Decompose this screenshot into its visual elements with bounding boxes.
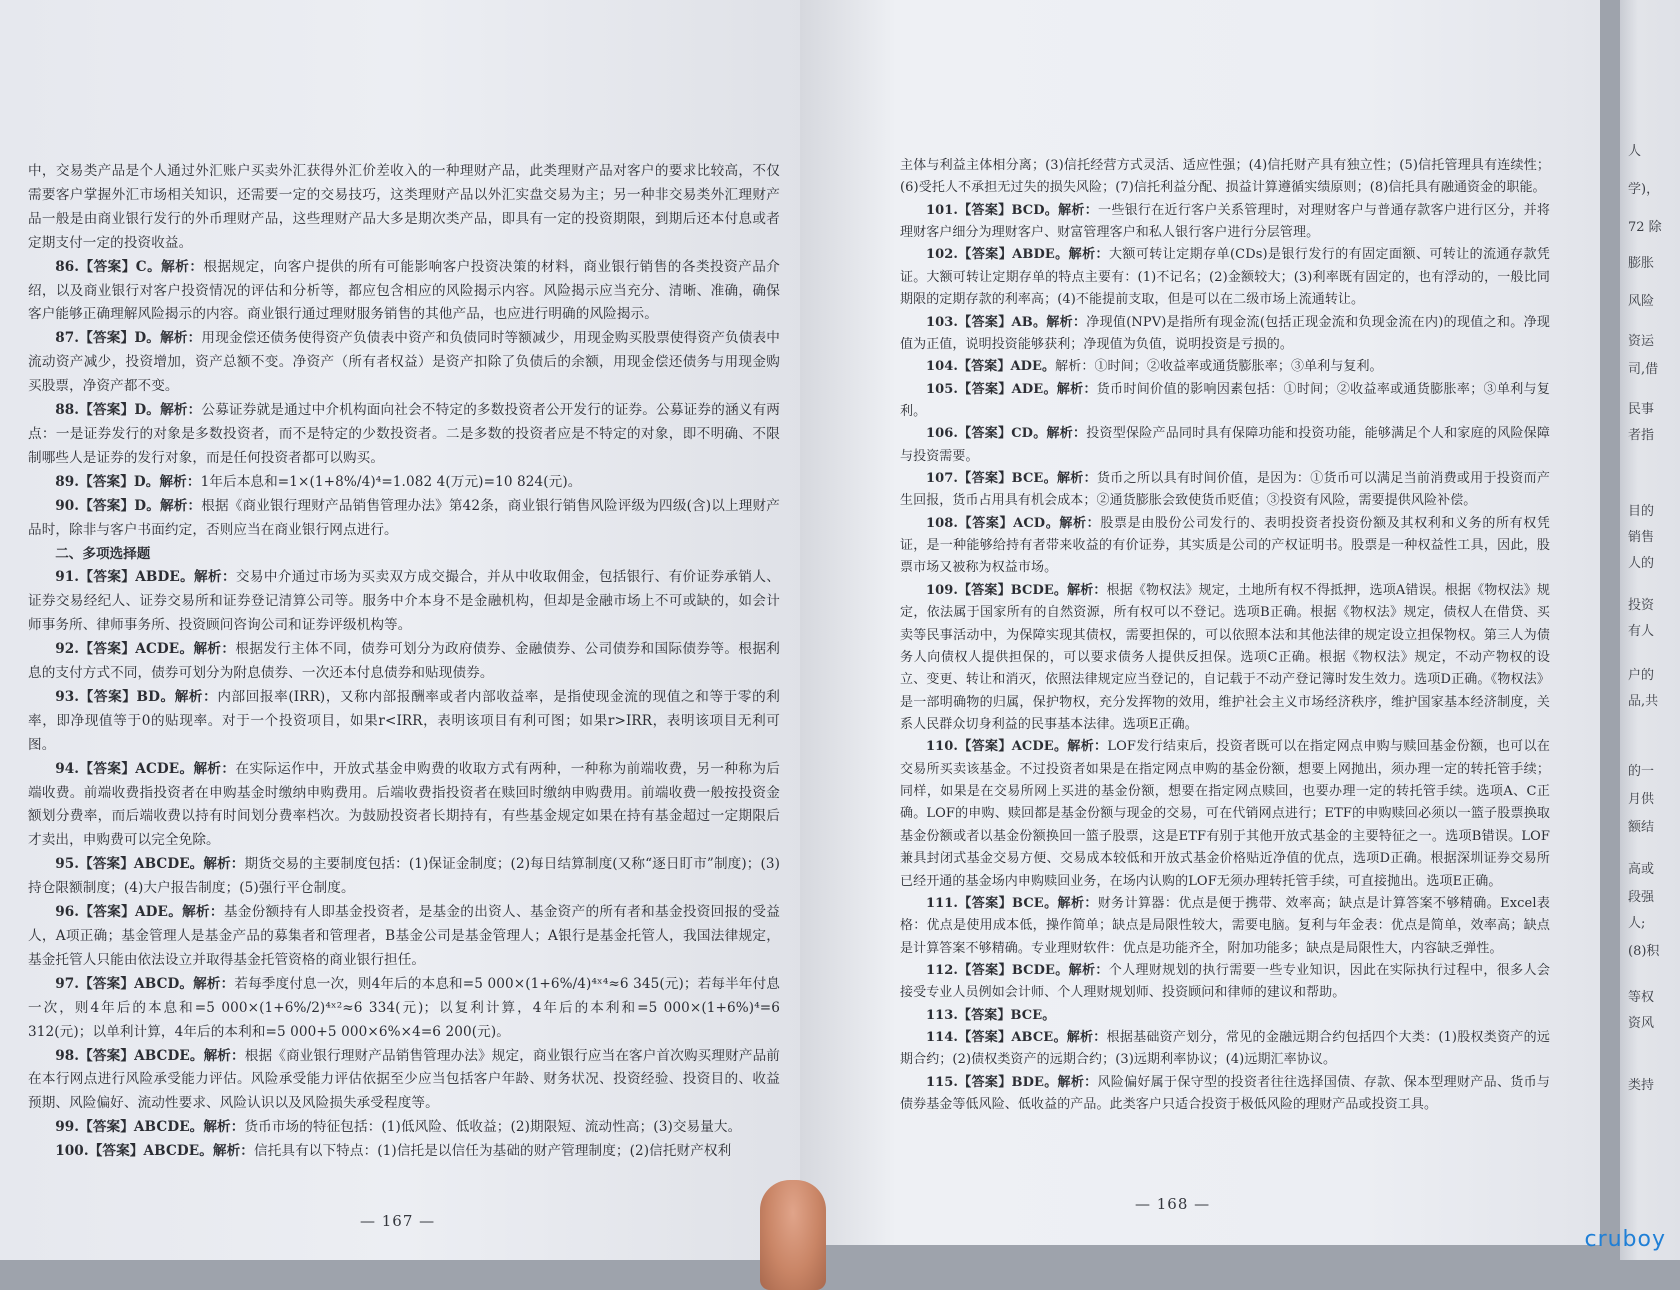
answer-label: 91.【答案】ABDE。解析： bbox=[55, 569, 236, 586]
answer-label: 111.【答案】BCE。解析： bbox=[926, 895, 1098, 911]
next-page-fragment: 资运 bbox=[1628, 334, 1655, 349]
answer-text: 中，交易类产品是个人通过外汇账户买卖外汇获得外汇价差收入的一种理财产品，此类理财产品对客户的要求比较高，不仅需要客户掌握外汇市场相关知识，还需要一定的交易技巧，这类理财产品以外汇实盘交易为主；另一种非交易类外汇理财产品一般是由商业银行发行的外币理财产品，这些理财产品大多是期次类产品，即具有一定的投资期限，到期后还本付息或者定期支付一定的投资收益。 bbox=[28, 163, 780, 251]
answer-text: 主体与利益主体相分离；(3)信托经营方式灵活、适应性强；(4)信托财产具有独立性；(5)信托管理具有连续性；(6)受托人不承担无过失的损失风险；(7)信托利益分配、损益计算遵循实绩原则；(8)信托具有融通资金的职能。 bbox=[900, 158, 1550, 196]
answer-text: 根据发行主体不同，债券可划分为政府债券、金融债券、公司债券和国际债券等。根据利息的支付方式不同，债券可划分为附息债券、一次还本付息债券和贴现债券。 bbox=[28, 641, 780, 682]
next-page-fragment: (8)积 bbox=[1628, 944, 1660, 959]
next-page-fragment: 膨胀 bbox=[1628, 256, 1655, 271]
answer-label: 103.【答案】AB。解析： bbox=[926, 314, 1087, 330]
answer-label: 94.【答案】ACDE。解析： bbox=[55, 760, 236, 777]
answer-text: 根据规定，向客户提供的所有可能影响客户投资决策的材料，商业银行销售的各类投资产品介绍，以及商业银行对客户投资情况的评估和分析等，都应包含相应的风险揭示内容。风险揭示应当充分、清晰、准确，确保客户能够正确理解风险揭示的内容。商业银行通过理财服务销售的其他产品，也应进行明确的风险揭示。 bbox=[28, 258, 780, 323]
answer-label: 99.【答案】ABCDE。解析： bbox=[55, 1119, 245, 1136]
answer-label: 108.【答案】ACD。解析： bbox=[926, 515, 1101, 531]
answer-paragraph bbox=[28, 471, 780, 495]
answer-paragraph bbox=[28, 495, 780, 543]
next-page-edge bbox=[1620, 0, 1680, 1260]
next-page-fragment: 品,共 bbox=[1628, 694, 1659, 709]
answer-text: 个人理财规划的执行需要一些专业知识，因此在实际执行过程中，很多人会接受专业人员例如会计师、个人理财规划师、投资顾问和律师的建议和帮助。 bbox=[900, 962, 1550, 1001]
answer-label: 96.【答案】ADE。解析： bbox=[55, 904, 224, 921]
answer-paragraph bbox=[28, 901, 780, 973]
answer-paragraph bbox=[28, 1116, 780, 1140]
answer-paragraph bbox=[28, 327, 780, 399]
next-page-fragment: 72 除 bbox=[1628, 220, 1662, 235]
answer-paragraph bbox=[900, 200, 1550, 245]
answer-text: 风险偏好属于保守型的投资者往往选择国债、存款、保本型理财产品、货币与债券基金等低风险、低收益的产品。此类客户只适合投资于极低风险的理财产品或投资工具。 bbox=[900, 1074, 1550, 1113]
answer-text: 一些银行在近行客户关系管理时，对理财客户与普通存款客户进行区分，并将理财客户细分为理财客户、财富管理客户和私人银行客户进行分层管理。 bbox=[900, 202, 1550, 241]
left-page-text bbox=[28, 160, 780, 1164]
answer-label: 109.【答案】BCDE。解析： bbox=[926, 582, 1107, 598]
answer-paragraph bbox=[28, 686, 780, 758]
answer-text: 1年后本息和=1×(1+8%/4)⁴=1.082 4(万元)=10 824(元)。 bbox=[200, 473, 582, 490]
answer-label: 93.【答案】BD。解析： bbox=[55, 688, 218, 705]
answer-label: 98.【答案】ABCDE。解析： bbox=[55, 1047, 245, 1064]
answer-label: 110.【答案】ACDE。解析： bbox=[926, 739, 1108, 755]
answer-text: 根据《物权法》规定，土地所有权不得抵押，选项A错误。根据《物权法》规定，依法属于国家所有的自然资源，所有权可以不登记。选项B正确。根据《物权法》规定，债权人在借贷、买卖等民事活动中，为保障实现其债权，需要担保的，可以依照本法和其他法律的规定设立担保物权。第三人为债务人向债权人提供担保的，可以要求债务人提供反担保。选项C正确。根据《物权法》规定，不动产物权的设立、变更、转让和消灭，依照法律规定应当登记的，自记载于不动产登记簿时发生效力。选项D正确。《物权法》是一部明确物的归属，保护物权，充分发挥物的效用，维护社会主义市场经济秩序，维护国家基本经济制度，关系人民群众切身利益的民事基本法律。选项E正确。 bbox=[900, 582, 1550, 732]
answer-label: 100.【答案】ABCDE。解析： bbox=[55, 1143, 255, 1160]
answer-text: 交易中介通过市场为买卖双方成交撮合，并从中收取佣金，包括银行、有价证券承销人、证券交易经纪人、证券交易所和证券登记清算公司等。服务中介本身不是金融机构，但却是金融市场上不可或缺的，如会计师事务所、律师事务所、投资顾问咨询公司和证券评级机构等。 bbox=[28, 569, 780, 634]
answer-text: 期货交易的主要制度包括：(1)保证金制度；(2)每日结算制度(又称“逐日盯市”制度)；(3)持仓限额制度；(4)大户报告制度；(5)强行平仓制度。 bbox=[28, 856, 780, 897]
answer-paragraph bbox=[900, 960, 1550, 1005]
thumb bbox=[760, 1180, 826, 1290]
answer-paragraph bbox=[28, 566, 780, 638]
next-page-fragment: 月供 bbox=[1628, 792, 1655, 807]
next-page-fragment: 有人 bbox=[1628, 624, 1655, 639]
answer-paragraph bbox=[900, 423, 1550, 468]
answer-text: 投资型保险产品同时具有保障功能和投资功能，能够满足个人和家庭的风险保障与投资需要。 bbox=[900, 426, 1550, 464]
answer-text: 根据基础资产划分，常见的金融远期合约包括四个大类：(1)股权类资产的远期合约；(2)债权类资产的远期合约；(3)远期利率协议；(4)远期汇率协议。 bbox=[900, 1030, 1550, 1068]
next-page-fragment: 目的 bbox=[1628, 504, 1655, 519]
answer-text: 内部回报率(IRR)，又称内部报酬率或者内部收益率，是指使现金流的现值之和等于零的利率，即净现值等于0的贴现率。对于一个投资项目，如果r<IRR，表明该项目有利可图；如果r>IRR，表明该项目无利可图。 bbox=[28, 688, 780, 753]
answer-text: 根据《商业银行理财产品销售管理办法》第42条，商业银行销售风险评级为四级(含)以上理财产品时，除非与客户书面约定，否则应当在商业银行网点进行。 bbox=[28, 497, 780, 538]
next-page-fragment: 投资 bbox=[1628, 598, 1655, 613]
watermark: cruboy bbox=[1584, 1227, 1666, 1252]
answer-text: 信托具有以下特点：(1)信托是以信任为基础的财产管理制度；(2)信托财产权利 bbox=[254, 1143, 732, 1160]
answer-label: 89.【答案】D。解析： bbox=[55, 473, 201, 490]
answer-label: 107.【答案】BCE。解析： bbox=[926, 471, 1097, 487]
answer-label: 90.【答案】D。解析： bbox=[55, 497, 202, 514]
answer-text: 货币之所以具有时间价值，是因为：①货币可以满足当前消费或用于投资而产生回报，货币占用具有机会成本；②通货膨胀会致使货币贬值；③投资有风险，需要提供风险补偿。 bbox=[900, 471, 1550, 509]
next-page-fragment: 人的 bbox=[1628, 556, 1655, 571]
next-page-fragment: 人; bbox=[1628, 916, 1646, 931]
answer-paragraph bbox=[28, 160, 780, 256]
next-page-fragment: 风险 bbox=[1628, 294, 1655, 309]
answer-paragraph bbox=[900, 1027, 1550, 1072]
next-page-fragment: 户的 bbox=[1628, 668, 1655, 683]
answer-text: 解析：①时间；②收益率或通货膨胀率；③单利与复利。 bbox=[1055, 359, 1383, 375]
answer-label: 95.【答案】ABCDE。解析： bbox=[55, 856, 245, 873]
answer-paragraph bbox=[28, 973, 780, 1045]
answer-text: 基金份额持有人即基金投资者，是基金的出资人、基金资产的所有者和基金投资回报的受益人，A项正确；基金管理人是基金产品的募集者和管理者，B基金公司是基金管理人；A银行是基金托管人，我国法律规定，基金托管人只能由依法设立并取得基金托管资格的商业银行担任。 bbox=[28, 904, 780, 968]
next-page-fragment: 资风 bbox=[1628, 1016, 1655, 1031]
answer-label: 87.【答案】D。解析： bbox=[55, 330, 202, 347]
left-page bbox=[0, 0, 805, 1260]
answer-label: 114.【答案】ABCE。解析： bbox=[926, 1030, 1107, 1046]
answer-label: 88.【答案】D。解析： bbox=[55, 402, 202, 419]
answer-label: 92.【答案】ACDE。解析： bbox=[55, 641, 236, 658]
answer-label: 106.【答案】CD。解析： bbox=[926, 426, 1087, 442]
answer-label: 97.【答案】ABCD。解析： bbox=[55, 975, 235, 992]
answer-label: 105.【答案】ADE。解析： bbox=[926, 381, 1097, 397]
right-page-text bbox=[900, 155, 1550, 1116]
answer-text: 根据《商业银行理财产品销售管理办法》规定，商业银行应当在客户首次购买理财产品前在本行网点进行风险承受能力评估。风险承受能力评估依据至少应当包括客户年龄、财务状况、投资经验、投资目的、收益预期、风险偏好、流动性要求、风险认识以及风险损失承受程度等。 bbox=[28, 1047, 780, 1112]
answer-paragraph bbox=[28, 256, 780, 328]
next-page-fragment: 段强 bbox=[1628, 890, 1655, 905]
answer-text: 货币时间价值的影响因素包括：①时间；②收益率或通货膨胀率；③单利与复利。 bbox=[900, 381, 1550, 419]
next-page-fragment: 者指 bbox=[1628, 428, 1655, 443]
next-page-fragment: 类持 bbox=[1628, 1078, 1655, 1093]
next-page-fragment: 司,借 bbox=[1628, 362, 1659, 377]
answer-label: 104.【答案】ADE。 bbox=[926, 359, 1056, 375]
answer-label: 112.【答案】BCDE。解析： bbox=[926, 962, 1109, 978]
answer-paragraph bbox=[900, 1072, 1550, 1117]
answer-paragraph bbox=[900, 1005, 1550, 1027]
page-number-left: — 167 — bbox=[360, 1212, 436, 1230]
answer-paragraph bbox=[900, 155, 1550, 200]
answer-text: 公募证券就是通过中介机构面向社会不特定的多数投资者公开发行的证券。公募证券的涵义有两点：一是证券发行的对象是多数投资者，而不是特定的少数投资者。二是多数的投资者应是不特定的对象，即不明确、不限制哪些人是证券的发行对象，而是任何投资者都可以购买。 bbox=[28, 402, 780, 466]
next-page-fragment: 销售 bbox=[1628, 530, 1655, 545]
answer-text: 财务计算器：优点是便于携带、效率高；缺点是计算答案不够精确。Excel表格：优点是使用成本低，操作简单；缺点是局限性较大，需要电脑。复利与年金表：优点是简单，效率高；缺点是计算答案不够精确。专业理财软件：优点是功能齐全，附加功能多；缺点是局限性大，内容缺乏弹性。 bbox=[900, 895, 1550, 956]
answer-paragraph bbox=[900, 580, 1550, 737]
answer-paragraph bbox=[28, 853, 780, 901]
answer-text: 若每季度付息一次，则4年后的本息和=5 000×(1+6%/4)⁴ˣ⁴≈6 345(元)；若每半年付息一次，则4年后的本息和=5 000×(1+6%/2)⁴ˣ²≈6 334(元)；以复利计算，4年后的本利和=5 000×(1+6%)⁴=6 312(元)；以单利计算，4年后的本利和=5 000+5 000×6%×4=6 200(元)。 bbox=[28, 975, 780, 1040]
answer-text: 股票是由股份公司发行的、表明投资者投资份额及其权利和义务的所有权凭证，是一种能够给持有者带来收益的有价证券，其实质是公司的产权证明书。股票是一种权益性工具，因此，股票市场又被称为权益市场。 bbox=[900, 515, 1550, 576]
answer-label: 113.【答案】BCE。 bbox=[926, 1007, 1056, 1023]
answer-paragraph bbox=[28, 399, 780, 471]
answer-text: LOF发行结束后，投资者既可以在指定网点申购与赎回基金份额，也可以在交易所买卖该基金。不过投资者如果是在指定网点申购的基金份额，想要上网抛出，须办理一定的转托管手续；同样，如果是在交易所网上买进的基金份额，想要在指定网点赎回，也要办理一定的转托管手续。选项A、C正确。LOF的申购、赎回都是基金份额与现金的交易，可在代销网点进行；ETF的申购赎回必须以一篮子股票换取基金份额或者以基金份额换回一篮子股票，这是ETF有别于其他开放式基金的主要特征之一。选项B错误。LOF兼具封闭式基金交易方便、交易成本较低和开放式基金价格贴近净值的优点，选项D正确。根据深圳证券交易所已经开通的基金场内申购赎回业务，在场内认购的LOF无须办理转托管手续，可直接抛出。选项E正确。 bbox=[900, 739, 1550, 889]
answer-label: 102.【答案】ABDE。解析： bbox=[926, 247, 1109, 263]
answer-paragraph bbox=[900, 736, 1550, 893]
page-number-right: — 168 — bbox=[1135, 1195, 1211, 1213]
next-page-fragment: 高或 bbox=[1628, 862, 1655, 877]
answer-label: 101.【答案】BCD。解析： bbox=[926, 202, 1099, 218]
section-heading: 二、多项选择题 bbox=[55, 545, 151, 562]
answer-paragraph bbox=[900, 244, 1550, 311]
answer-paragraph bbox=[28, 1140, 780, 1164]
answer-paragraph bbox=[900, 893, 1550, 960]
next-page-fragment: 学)， bbox=[1628, 182, 1660, 197]
next-page-fragment: 等权 bbox=[1628, 990, 1655, 1005]
answer-text: 大额可转让定期存单(CDs)是银行发行的有固定面额、可转让的流通存款凭证。大额可转让定期存单的特点主要有：(1)不记名；(2)金额较大；(3)利率既有固定的，也有浮动的，一般比同期限的定期存款的利率高；(4)不能提前支取，但是可以在二级市场上流通转让。 bbox=[900, 247, 1550, 308]
answer-paragraph bbox=[900, 468, 1550, 513]
answer-label: 86.【答案】C。解析： bbox=[55, 258, 204, 275]
answer-paragraph bbox=[900, 379, 1550, 424]
next-page-fragment: 的一 bbox=[1628, 764, 1655, 779]
right-page bbox=[800, 0, 1600, 1245]
answer-text: 货币市场的特征包括：(1)低风险、低收益；(2)期限短、流动性高；(3)交易量大。 bbox=[244, 1119, 742, 1136]
next-page-fragment: 民事 bbox=[1628, 402, 1655, 417]
answer-paragraph bbox=[28, 758, 780, 854]
answer-paragraph bbox=[900, 356, 1550, 378]
answer-text: 净现值(NPV)是指所有现金流(包括正现金流和负现金流在内)的现值之和。净现值为正值，说明投资能够获利；净现值为负值，说明投资是亏损的。 bbox=[900, 314, 1550, 352]
answer-paragraph bbox=[900, 513, 1550, 580]
answer-text: 在实际运作中，开放式基金申购费的收取方式有两种，一种称为前端收费，另一种称为后端收费。前端收费指投资者在申购基金时缴纳申购费用。后端收费指投资者在赎回时缴纳申购费用。前端收费一般按投资金额划分费率，而后端收费以持有时间划分费率档次。为鼓励投资者长期持有，有些基金规定如果在持有基金超过一定期限后才卖出，申购费可以完全免除。 bbox=[28, 760, 780, 849]
answer-text: 用现金偿还债务使得资产负债表中资产和负债同时等额减少，用现金购买股票使得资产负债表中流动资产减少，投资增加，资产总额不变。净资产（所有者权益）是资产扣除了负债后的余额，用现金偿还债务与用现金购买股票，净资产都不变。 bbox=[28, 330, 780, 395]
next-page-fragment: 额结 bbox=[1628, 820, 1655, 835]
answer-paragraph bbox=[28, 1045, 780, 1117]
answer-label: 115.【答案】BDE。解析： bbox=[926, 1074, 1098, 1090]
answer-paragraph bbox=[900, 312, 1550, 357]
answer-paragraph bbox=[28, 638, 780, 686]
next-page-fragment: 人 bbox=[1628, 144, 1642, 159]
